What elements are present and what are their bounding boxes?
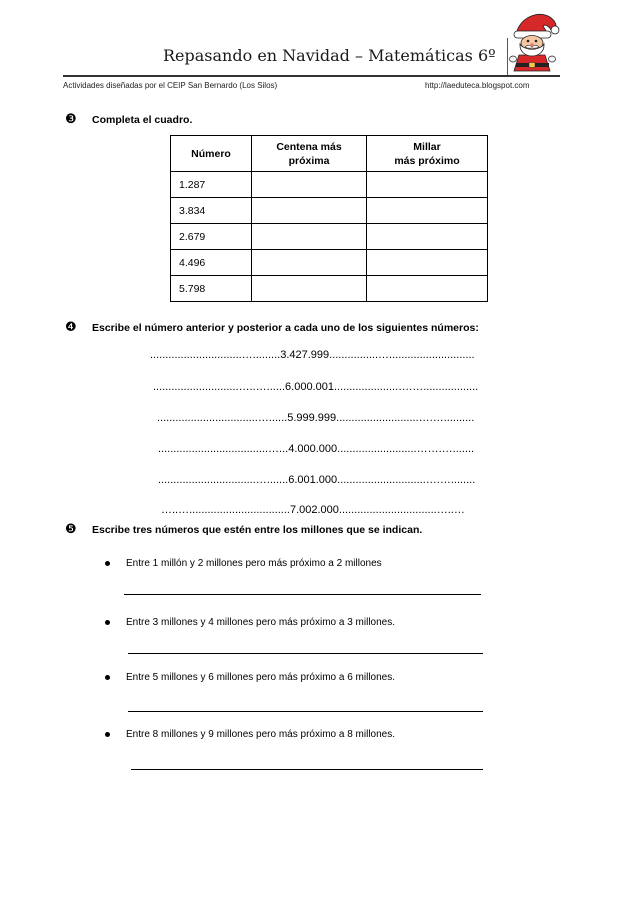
exercise-4-marker-icon: ❹ — [65, 320, 77, 335]
santa-right-eye — [535, 40, 538, 43]
santa-right-glove — [549, 56, 556, 62]
table-row — [171, 198, 488, 224]
table-row — [171, 224, 488, 250]
santa-left-glove — [510, 56, 517, 62]
number-cell: 1.287 — [171, 172, 252, 198]
dot-line — [150, 348, 475, 362]
header-url: http://laeduteca.blogspot.com — [425, 81, 530, 90]
answer-cell-thousand — [367, 172, 488, 198]
page-title: Repasando en Navidad – Matemáticas 6º — [163, 46, 496, 65]
header-number — [171, 136, 252, 172]
dot-line-right: ................................…..… — [338, 504, 465, 516]
header-hundred-line2: próxima — [288, 154, 330, 167]
dot-line-number: 6.000.001 — [285, 381, 334, 393]
answer-cell-hundred — [252, 250, 367, 276]
header-nearest-hundred — [252, 136, 367, 172]
dot-line — [153, 380, 478, 394]
santa-buckle — [529, 63, 535, 68]
dot-line — [158, 442, 474, 456]
number-cell: 5.798 — [171, 276, 252, 302]
dot-line-number: 3.427.999 — [280, 349, 330, 361]
dot-line — [161, 503, 465, 517]
answer-cell-hundred — [252, 224, 367, 250]
dot-line-right: ................…............................ — [329, 349, 475, 361]
santa-nose — [530, 43, 534, 47]
answer-line — [128, 711, 483, 712]
dot-line-left: ..............................…......... — [150, 349, 281, 361]
header-nearest-thousand — [367, 136, 488, 172]
answer-cell-hundred — [252, 198, 367, 224]
header-hundred-line1: Centena más — [276, 140, 342, 153]
exercise-3-marker-icon: ❸ — [65, 112, 77, 127]
list-item: Entre 5 millones y 6 millones pero más próximo a 6 millones. — [126, 672, 395, 683]
exercise-3-title: Completa el cuadro. — [92, 114, 193, 126]
dot-line-number: 4.000.000 — [288, 443, 338, 455]
list-item: Entre 3 millones y 4 millones pero más próximo a 3 millones. — [126, 617, 395, 628]
exercise-4-title: Escribe el número anterior y posterior a cada uno de los siguientes números: — [92, 322, 479, 334]
santa-svg — [503, 9, 563, 73]
completion-table-container — [170, 135, 488, 302]
dot-line-right: .....................….….................. — [333, 381, 479, 393]
santa-pompom — [551, 26, 559, 34]
header-thousand-line2: más próximo — [394, 154, 460, 167]
answer-cell-hundred — [252, 276, 367, 302]
dot-line-left: ............................…..…...... — [153, 381, 286, 393]
santa-claus-icon — [503, 9, 563, 73]
table-row — [171, 172, 488, 198]
table-header-row — [171, 136, 488, 172]
table-row — [171, 250, 488, 276]
answer-cell-thousand — [367, 224, 488, 250]
header-credit: Actividades diseñadas por el CEIP San Bernardo (Los Silos) — [63, 81, 278, 90]
header-number-label: Número — [191, 147, 231, 160]
bullet-icon — [105, 732, 110, 737]
completion-table — [170, 135, 488, 302]
dot-line-right: .............................….…........ — [337, 474, 476, 486]
answer-cell-hundred — [252, 172, 367, 198]
answer-cell-thousand — [367, 276, 488, 302]
number-cell: 3.834 — [171, 198, 252, 224]
dot-line-number: 5.999.999 — [287, 412, 337, 424]
answer-cell-thousand — [367, 250, 488, 276]
dot-line-number: 7.002.000 — [289, 504, 339, 516]
answer-line — [124, 594, 481, 595]
dot-line-number: 6.001.000 — [288, 474, 338, 486]
table-row — [171, 276, 488, 302]
dot-line — [158, 473, 475, 487]
dot-line — [157, 411, 474, 425]
santa-left-eye — [527, 40, 530, 43]
dot-line-left: ....................................…... — [158, 443, 289, 455]
dot-line-left: .................................…...... — [157, 412, 288, 424]
exercise-5-title: Escribe tres números que estén entre los millones que se indican. — [92, 524, 423, 536]
number-cell: 4.496 — [171, 250, 252, 276]
list-item: Entre 1 millón y 2 millones pero más próximo a 2 millones — [126, 558, 382, 569]
dot-line-left: …..…................................. — [161, 504, 290, 516]
number-cell: 2.679 — [171, 224, 252, 250]
answer-line — [128, 653, 483, 654]
answer-line — [131, 769, 483, 770]
exercise-5-marker-icon: ❺ — [65, 522, 77, 537]
header-thousand-line1: Millar — [413, 140, 441, 153]
bullet-icon — [105, 675, 110, 680]
answer-cell-thousand — [367, 198, 488, 224]
bullet-icon — [105, 620, 110, 625]
dot-line-right: ...........................….….......... — [336, 412, 475, 424]
dot-line-left: ................................…....... — [158, 474, 289, 486]
bullet-icon — [105, 561, 110, 566]
header-rule — [63, 75, 560, 77]
list-item: Entre 8 millones y 9 millones pero más próximo a 8 millones. — [126, 729, 395, 740]
dot-line-right: ..........................…….…....... — [337, 443, 475, 455]
